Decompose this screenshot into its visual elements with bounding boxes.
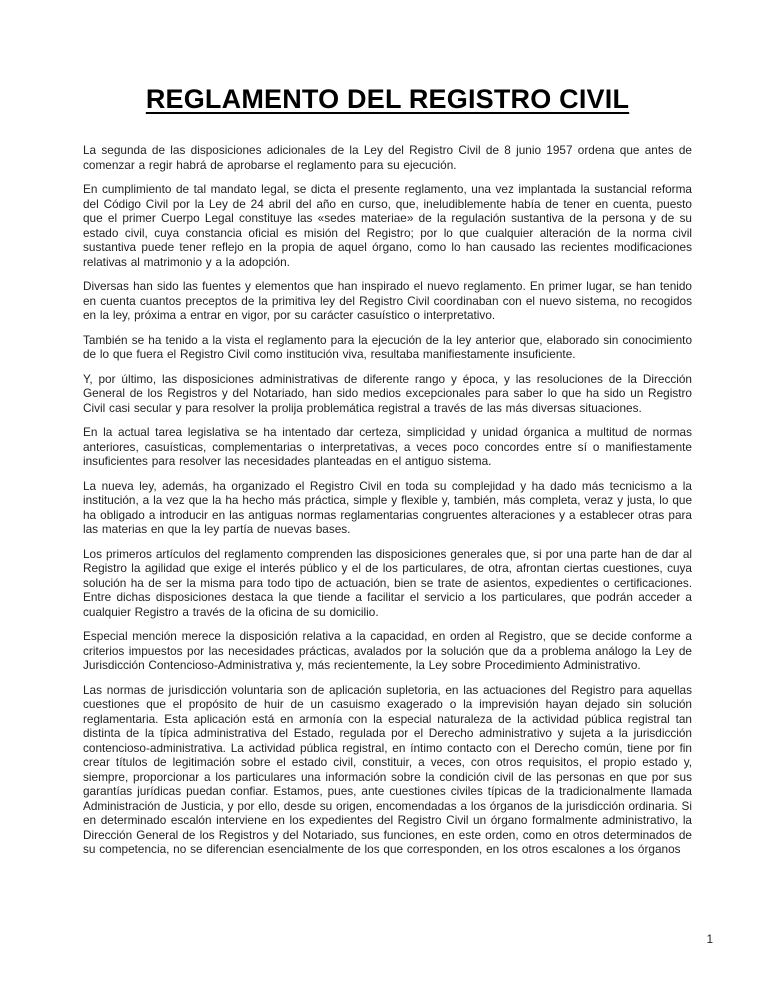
- paragraph: También se ha tenido a la vista el reglamento para la ejecución de la ley anterior que, elaborado sin conocimiento de lo que fuera el Registro Civil como institución viva, resultaba manifiestamente insuficiente.: [83, 332, 692, 361]
- paragraph: La segunda de las disposiciones adicionales de la Ley del Registro Civil de 8 junio 1957 ordena que antes de comenzar a regir habrá de aprobarse el reglamento para su ejecución.: [83, 143, 692, 172]
- paragraph: Las normas de jurisdicción voluntaria son de aplicación supletoria, en las actuaciones del Registro para aquellas cuestiones que el propósito de huir de un casuismo exagerado o la imprevisión hayan dejado sin solución reglamentaria. Esta aplicación está en armonía con la especial naturaleza de la actividad pública registral tan distinta de la típica administrativa del Estado, regulada por el Derecho administrativo y sujeta a la jurisdicción contencioso-administrativa. La actividad pública registral, en íntimo contacto con el Derecho común, tiene por fin crear títulos de legitimación sobre el estado civil, constituir, a veces, con otros requisitos, el propio estado y, siempre, proporcionar a los particulares una información sobre la condición civil de las personas en que por sus garantías jurídicas puedan confiar. Estamos, pues, ante cuestiones civiles típicas de la tradicionalmente llamada Administración de Justicia, y por ello, desde su origen, encomendadas a los órganos de la jurisdicción ordinaria. Si en determinado escalón interviene en los expedientes del Registro Civil un órgano formalmente administrativo, la Dirección General de los Registros y del Notariado, sus funciones, en este orden, como en otros determinados de su competencia, no se diferencian esencialmente de los que corresponden, en los otros escalones a los órganos: [83, 682, 692, 856]
- paragraph: La nueva ley, además, ha organizado el Registro Civil en toda su complejidad y ha dado más tecnicismo a la institución, a la vez que la ha hecho más práctica, simple y flexible y, también, más completa, veraz y justa, lo que ha obligado a introducir en las antiguas normas reglamentarias congruentes alteraciones y a establecer otras para las materias en que la ley partía de nuevas bases.: [83, 478, 692, 536]
- page-number: 1: [706, 934, 713, 946]
- paragraph: Y, por último, las disposiciones administrativas de diferente rango y época, y las resoluciones de la Dirección General de los Registros y del Notariado, han sido medios excepcionales para saber lo que ha sido un Registro Civil casi secular y para resolver la prolija problemática registral a través de las más diversas situaciones.: [83, 371, 692, 415]
- paragraph: Especial mención merece la disposición relativa a la capacidad, en orden al Registro, que se decide conforme a criterios impuestos por las necesidades prácticas, avalados por la solución que da a problema análogo la Ley de Jurisdicción Contencioso-Administrativa y, más recientemente, la Ley sobre Procedimiento Administrativo.: [83, 629, 692, 672]
- paragraph: En cumplimiento de tal mandato legal, se dicta el presente reglamento, una vez implantada la sustancial reforma del Código Civil por la Ley de 24 abril del año en curso, que, ineludiblemente había de tener en cuenta, puesto que el primer Cuerpo Legal constituye las «sedes materiae» de la regulación sustantiva de la persona y de su estado civil, cuya constancia oficial es misión del Registro; por lo que cualquier alteración de la norma civil sustantiva puede tener reflejo en la propia de aquel órgano, como lo han causado las recientes modificaciones relativas al matrimonio y a la adopción.: [83, 182, 692, 269]
- document-body: [83, 143, 692, 857]
- paragraph: Diversas han sido las fuentes y elementos que han inspirado el nuevo reglamento. En primer lugar, se han tenido en cuenta cuantos preceptos de la primitiva ley del Registro Civil coordinaban con el nuevo sistema, no recogidos en la ley, próxima a entrar en vigor, por su carácter casuístico o interpretativo.: [83, 279, 692, 322]
- document-title: REGLAMENTO DEL REGISTRO CIVIL: [145, 84, 630, 114]
- paragraph: En la actual tarea legislativa se ha intentado dar certeza, simplicidad y unidad órganica a multitud de normas anteriores, casuísticas, complementarias o interpretativas, a veces poco concordes entre sí o manifiestamente insuficientes para resolver las necesidades planteadas en el antiguo sistema.: [83, 425, 692, 468]
- paragraph: Los primeros artículos del reglamento comprenden las disposiciones generales que, si por una parte han de dar al Registro la agilidad que exige el interés público y el de los particulares, de otra, afrontan ciertas cuestiones, cuya solución ha de ser la misma para todo tipo de actuación, bien se trate de asientos, expedientes o certificaciones. Entre dichas disposiciones destaca la que tiende a facilitar el servicio a los particulares, que podrán acceder a cualquier Registro a través de la oficina de su domicilio.: [83, 546, 692, 619]
